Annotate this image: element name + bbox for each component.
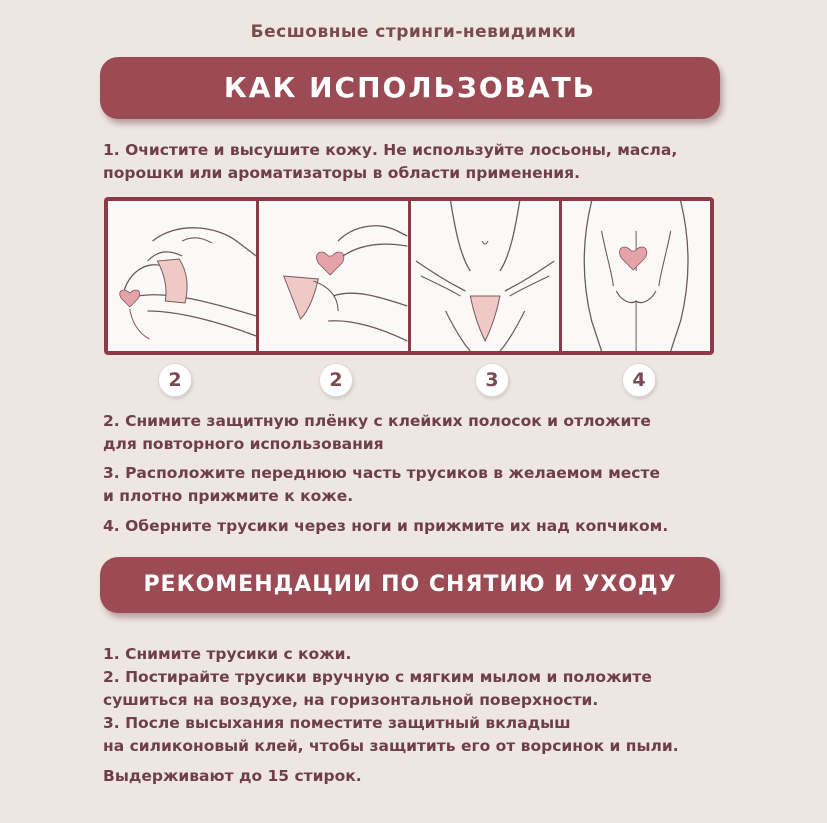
- step-4-text: 4. Оберните трусики через ноги и прижмите их над копчиком.: [103, 517, 669, 535]
- step-3-text: 3. Расположите переднюю часть трусиков в желаемом месте и плотно прижмите к коже.: [103, 464, 660, 505]
- step-number-badge: 2: [158, 363, 192, 397]
- how-to-use-banner: КАК ИСПОЛЬЗОВАТЬ: [100, 57, 720, 119]
- product-title: Бесшовные стринги-невидимки: [250, 22, 577, 42]
- illustration-strip: [104, 197, 714, 355]
- illustration-remove-strip: [259, 201, 407, 351]
- step-number-badge: 4: [622, 363, 656, 397]
- illustration-apply-front: [411, 201, 559, 351]
- care-recommendations-banner: РЕКОМЕНДАЦИИ ПО СНЯТИЮ И УХОДУ: [100, 557, 720, 613]
- illustration-wrap-back: [562, 201, 710, 351]
- care-instructions-text: 1. Снимите трусики с кожи. 2. Постирайте трусики вручную с мягким мылом и положите сушиться на воздухе, на горизонтальной поверхности. 3. После высыхания поместите защитный вкладыш на силиконовый клей, чтобы защитить его от ворсинок и пыли.: [103, 645, 679, 755]
- step-number-badge: 2: [319, 363, 353, 397]
- wash-count-note: Выдерживают до 15 стирок.: [103, 767, 362, 785]
- illustration-peel-film: [108, 201, 256, 351]
- step-2-text: 2. Снимите защитную плёнку с клейких полосок и отложите для повторного использования: [103, 412, 651, 453]
- step-number-badge: 3: [475, 363, 509, 397]
- step-1-text: 1. Очистите и высушите кожу. Не используйте лосьоны, масла, порошки или ароматизаторы в области применения.: [103, 141, 678, 182]
